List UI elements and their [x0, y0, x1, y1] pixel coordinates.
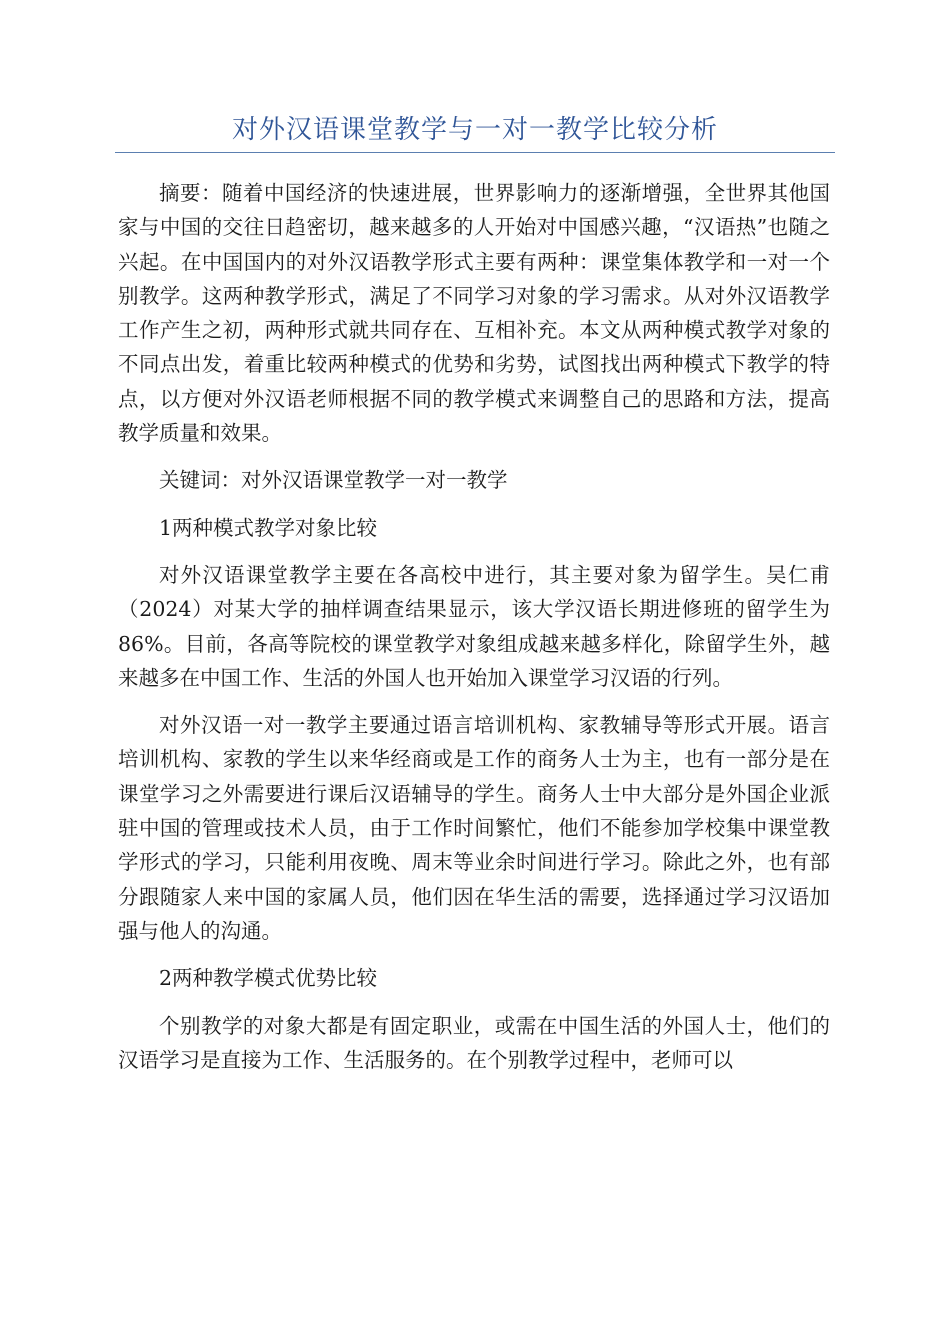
title-block	[115, 112, 835, 153]
body-paragraph: 对外汉语一对一教学主要通过语言培训机构、家教辅导等形式开展。语言培训机构、家教的学生以来华经商或是工作的商务人士为主，也有一部分是在课堂学习之外需要进行课后汉语辅导的学生。商务人士中大部分是外国企业派驻中国的管理或技术人员，由于工作时间繁忙，他们不能参加学校集中课堂教学形式的学习，只能利用夜晚、周末等业余时间进行学习。除此之外，也有部分跟随家人来中国的家属人员，他们因在华生活的需要，选择通过学习汉语加强与他人的沟通。	[118, 713, 830, 943]
document-title: 对外汉语课堂教学与一对一教学比较分析	[231, 115, 718, 145]
abstract-paragraph: 摘要：随着中国经济的快速进展，世界影响力的逐渐增强，全世界其他国家与中国的交往日趋密切，越来越多的人开始对中国感兴趣，“汉语热”也随之兴起。在中国国内的对外汉语教学形式主要有两种：课堂集体教学和一对一个别教学。这两种教学形式，满足了不同学习对象的学习需求。从对外汉语教学工作产生之初，两种形式就共同存在、互相补充。本文从两种模式教学对象的不同点出发，着重比较两种模式的优势和劣势，试图找出两种模式下教学的特点，以方便对外汉语老师根据不同的教学模式来调整自己的思路和方法，提高教学质量和效果。	[118, 181, 830, 446]
document-body	[118, 176, 830, 1090]
keywords-paragraph: 关键词：对外汉语课堂教学一对一教学	[159, 468, 508, 493]
body-paragraph: 个别教学的对象大都是有固定职业，或需在中国生活的外国人士，他们的汉语学习是直接为工作、生活服务的。在个别教学过程中，老师可以	[118, 1013, 830, 1072]
body-paragraph: 对外汉语课堂教学主要在各高校中进行，其主要对象为留学生。吴仁甫（2024）对某大学的抽样调查结果显示，该大学汉语长期进修班的留学生为86%。目前，各高等院校的课堂教学对象组成越来越多样化，除留学生外，越来越多在中国工作、生活的外国人也开始加入课堂学习汉语的行列。	[118, 562, 830, 690]
section-heading-1: 1两种模式教学对象比较	[159, 515, 378, 540]
section-heading-2: 2两种教学模式优势比较	[159, 966, 378, 991]
